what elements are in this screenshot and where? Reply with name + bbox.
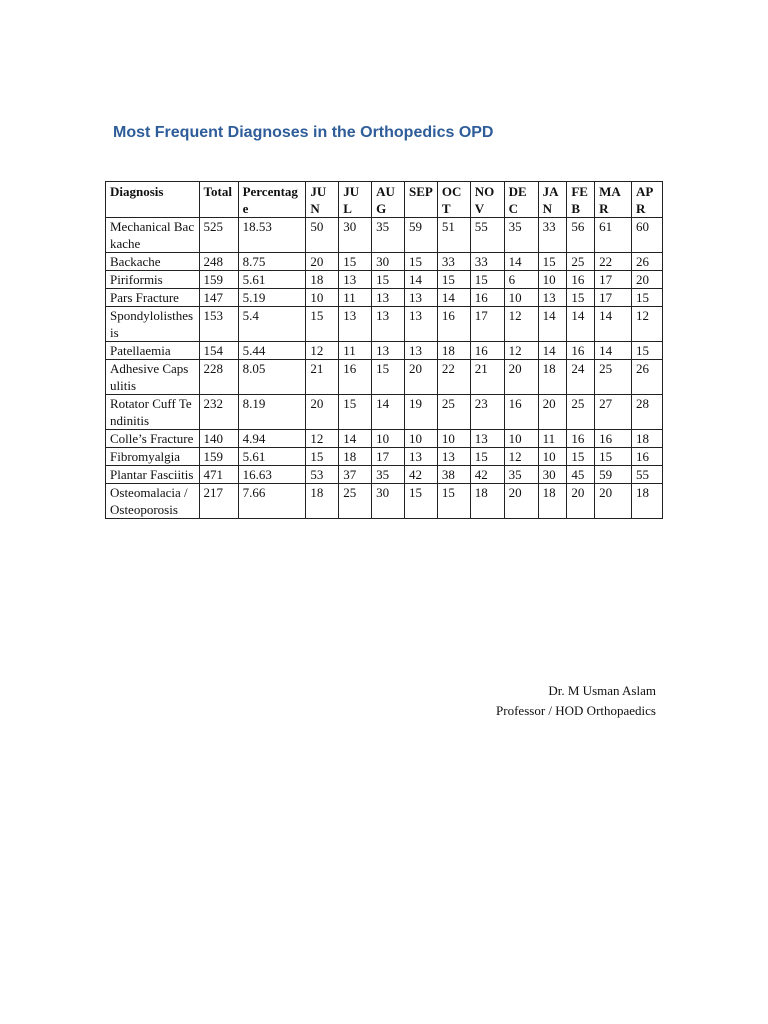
month-count-cell: 15 bbox=[470, 271, 504, 289]
month-count-cell: 22 bbox=[437, 360, 470, 395]
month-count-cell: 15 bbox=[567, 448, 595, 466]
month-count-cell: 20 bbox=[567, 484, 595, 519]
month-count-cell: 18 bbox=[306, 484, 339, 519]
header-jun: JUN bbox=[306, 182, 339, 218]
month-count-cell: 14 bbox=[504, 253, 538, 271]
month-count-cell: 12 bbox=[632, 307, 663, 342]
percentage-cell: 5.61 bbox=[238, 271, 306, 289]
month-count-cell: 25 bbox=[567, 253, 595, 271]
month-count-cell: 14 bbox=[405, 271, 438, 289]
table-row bbox=[106, 218, 663, 253]
month-count-cell: 13 bbox=[405, 289, 438, 307]
table-row bbox=[106, 360, 663, 395]
month-count-cell: 13 bbox=[437, 448, 470, 466]
percentage-cell: 5.19 bbox=[238, 289, 306, 307]
total-cell: 153 bbox=[199, 307, 238, 342]
month-count-cell: 30 bbox=[372, 484, 405, 519]
table-row bbox=[106, 448, 663, 466]
month-count-cell: 15 bbox=[339, 253, 372, 271]
diagnosis-cell: Backache bbox=[106, 253, 200, 271]
month-count-cell: 10 bbox=[504, 289, 538, 307]
percentage-cell: 8.05 bbox=[238, 360, 306, 395]
header-percentage: Percentage bbox=[238, 182, 306, 218]
month-count-cell: 10 bbox=[538, 448, 567, 466]
month-count-cell: 13 bbox=[405, 307, 438, 342]
header-apr: APR bbox=[632, 182, 663, 218]
month-count-cell: 60 bbox=[632, 218, 663, 253]
diagnosis-cell: Adhesive Capsulitis bbox=[106, 360, 200, 395]
percentage-cell: 5.4 bbox=[238, 307, 306, 342]
table-row bbox=[106, 289, 663, 307]
month-count-cell: 42 bbox=[405, 466, 438, 484]
table-row bbox=[106, 307, 663, 342]
month-count-cell: 15 bbox=[632, 342, 663, 360]
month-count-cell: 13 bbox=[405, 342, 438, 360]
header-jul: JUL bbox=[339, 182, 372, 218]
month-count-cell: 15 bbox=[437, 271, 470, 289]
month-count-cell: 12 bbox=[504, 307, 538, 342]
month-count-cell: 19 bbox=[405, 395, 438, 430]
month-count-cell: 42 bbox=[470, 466, 504, 484]
month-count-cell: 55 bbox=[632, 466, 663, 484]
month-count-cell: 15 bbox=[595, 448, 632, 466]
month-count-cell: 15 bbox=[306, 307, 339, 342]
table-body bbox=[106, 218, 663, 519]
table-row bbox=[106, 342, 663, 360]
month-count-cell: 35 bbox=[504, 218, 538, 253]
month-count-cell: 14 bbox=[538, 342, 567, 360]
month-count-cell: 15 bbox=[405, 253, 438, 271]
month-count-cell: 35 bbox=[372, 466, 405, 484]
month-count-cell: 26 bbox=[632, 360, 663, 395]
header-dec: DEC bbox=[504, 182, 538, 218]
month-count-cell: 15 bbox=[306, 448, 339, 466]
month-count-cell: 15 bbox=[372, 360, 405, 395]
diagnosis-cell: Rotator Cuff Tendinitis bbox=[106, 395, 200, 430]
table-row bbox=[106, 253, 663, 271]
month-count-cell: 13 bbox=[538, 289, 567, 307]
month-count-cell: 14 bbox=[372, 395, 405, 430]
month-count-cell: 20 bbox=[306, 253, 339, 271]
month-count-cell: 16 bbox=[470, 289, 504, 307]
month-count-cell: 14 bbox=[339, 430, 372, 448]
header-mar: MAR bbox=[595, 182, 632, 218]
total-cell: 140 bbox=[199, 430, 238, 448]
month-count-cell: 25 bbox=[437, 395, 470, 430]
total-cell: 471 bbox=[199, 466, 238, 484]
month-count-cell: 10 bbox=[504, 430, 538, 448]
month-count-cell: 61 bbox=[595, 218, 632, 253]
month-count-cell: 11 bbox=[538, 430, 567, 448]
month-count-cell: 25 bbox=[567, 395, 595, 430]
month-count-cell: 17 bbox=[470, 307, 504, 342]
month-count-cell: 13 bbox=[470, 430, 504, 448]
signature-block bbox=[496, 681, 656, 721]
month-count-cell: 35 bbox=[372, 218, 405, 253]
diagnoses-table bbox=[105, 181, 663, 519]
month-count-cell: 18 bbox=[470, 484, 504, 519]
month-count-cell: 12 bbox=[504, 342, 538, 360]
header-aug: AUG bbox=[372, 182, 405, 218]
total-cell: 217 bbox=[199, 484, 238, 519]
month-count-cell: 30 bbox=[538, 466, 567, 484]
month-count-cell: 18 bbox=[632, 484, 663, 519]
month-count-cell: 28 bbox=[632, 395, 663, 430]
month-count-cell: 12 bbox=[306, 342, 339, 360]
month-count-cell: 6 bbox=[504, 271, 538, 289]
month-count-cell: 10 bbox=[306, 289, 339, 307]
month-count-cell: 25 bbox=[339, 484, 372, 519]
header-jan: JAN bbox=[538, 182, 567, 218]
total-cell: 232 bbox=[199, 395, 238, 430]
total-cell: 154 bbox=[199, 342, 238, 360]
diagnosis-cell: Fibromyalgia bbox=[106, 448, 200, 466]
percentage-cell: 18.53 bbox=[238, 218, 306, 253]
month-count-cell: 10 bbox=[372, 430, 405, 448]
diagnosis-cell: Colle’s Fracture bbox=[106, 430, 200, 448]
month-count-cell: 13 bbox=[372, 289, 405, 307]
table-row bbox=[106, 395, 663, 430]
total-cell: 228 bbox=[199, 360, 238, 395]
month-count-cell: 14 bbox=[437, 289, 470, 307]
month-count-cell: 20 bbox=[504, 360, 538, 395]
month-count-cell: 16 bbox=[339, 360, 372, 395]
total-cell: 248 bbox=[199, 253, 238, 271]
document-title: Most Frequent Diagnoses in the Orthopedics OPD bbox=[113, 124, 494, 141]
month-count-cell: 16 bbox=[567, 342, 595, 360]
diagnosis-cell: Patellaemia bbox=[106, 342, 200, 360]
total-cell: 525 bbox=[199, 218, 238, 253]
header-oct: OCT bbox=[437, 182, 470, 218]
month-count-cell: 13 bbox=[372, 342, 405, 360]
month-count-cell: 10 bbox=[437, 430, 470, 448]
table-row bbox=[106, 430, 663, 448]
month-count-cell: 15 bbox=[437, 484, 470, 519]
month-count-cell: 33 bbox=[538, 218, 567, 253]
month-count-cell: 20 bbox=[504, 484, 538, 519]
month-count-cell: 50 bbox=[306, 218, 339, 253]
percentage-cell: 4.94 bbox=[238, 430, 306, 448]
header-diagnosis: Diagnosis bbox=[106, 182, 200, 218]
month-count-cell: 25 bbox=[595, 360, 632, 395]
month-count-cell: 21 bbox=[306, 360, 339, 395]
month-count-cell: 56 bbox=[567, 218, 595, 253]
month-count-cell: 15 bbox=[405, 484, 438, 519]
month-count-cell: 23 bbox=[470, 395, 504, 430]
month-count-cell: 24 bbox=[567, 360, 595, 395]
table-row bbox=[106, 271, 663, 289]
month-count-cell: 16 bbox=[567, 271, 595, 289]
month-count-cell: 15 bbox=[632, 289, 663, 307]
month-count-cell: 10 bbox=[405, 430, 438, 448]
percentage-cell: 7.66 bbox=[238, 484, 306, 519]
month-count-cell: 15 bbox=[339, 395, 372, 430]
month-count-cell: 14 bbox=[538, 307, 567, 342]
month-count-cell: 15 bbox=[538, 253, 567, 271]
month-count-cell: 18 bbox=[306, 271, 339, 289]
month-count-cell: 27 bbox=[595, 395, 632, 430]
month-count-cell: 53 bbox=[306, 466, 339, 484]
percentage-cell: 5.44 bbox=[238, 342, 306, 360]
total-cell: 159 bbox=[199, 448, 238, 466]
header-nov: NOV bbox=[470, 182, 504, 218]
month-count-cell: 17 bbox=[595, 289, 632, 307]
month-count-cell: 33 bbox=[437, 253, 470, 271]
month-count-cell: 18 bbox=[538, 484, 567, 519]
header-sep: SEP bbox=[405, 182, 438, 218]
table-row bbox=[106, 466, 663, 484]
month-count-cell: 16 bbox=[504, 395, 538, 430]
month-count-cell: 20 bbox=[595, 484, 632, 519]
month-count-cell: 35 bbox=[504, 466, 538, 484]
month-count-cell: 15 bbox=[470, 448, 504, 466]
month-count-cell: 14 bbox=[567, 307, 595, 342]
month-count-cell: 55 bbox=[470, 218, 504, 253]
percentage-cell: 8.75 bbox=[238, 253, 306, 271]
percentage-cell: 16.63 bbox=[238, 466, 306, 484]
diagnosis-cell: Mechanical Backache bbox=[106, 218, 200, 253]
month-count-cell: 18 bbox=[632, 430, 663, 448]
month-count-cell: 16 bbox=[437, 307, 470, 342]
month-count-cell: 20 bbox=[405, 360, 438, 395]
month-count-cell: 33 bbox=[470, 253, 504, 271]
month-count-cell: 16 bbox=[470, 342, 504, 360]
total-cell: 147 bbox=[199, 289, 238, 307]
month-count-cell: 13 bbox=[372, 307, 405, 342]
month-count-cell: 37 bbox=[339, 466, 372, 484]
signature-name: Dr. M Usman Aslam bbox=[548, 683, 656, 698]
month-count-cell: 12 bbox=[306, 430, 339, 448]
diagnosis-cell: Plantar Fasciitis bbox=[106, 466, 200, 484]
diagnosis-cell: Piriformis bbox=[106, 271, 200, 289]
month-count-cell: 16 bbox=[632, 448, 663, 466]
month-count-cell: 15 bbox=[372, 271, 405, 289]
month-count-cell: 30 bbox=[339, 218, 372, 253]
month-count-cell: 16 bbox=[567, 430, 595, 448]
month-count-cell: 18 bbox=[538, 360, 567, 395]
month-count-cell: 20 bbox=[306, 395, 339, 430]
table-header-row bbox=[106, 182, 663, 218]
signature-designation: Professor / HOD Orthopaedics bbox=[496, 703, 656, 718]
header-total: Total bbox=[199, 182, 238, 218]
month-count-cell: 12 bbox=[504, 448, 538, 466]
percentage-cell: 8.19 bbox=[238, 395, 306, 430]
percentage-cell: 5.61 bbox=[238, 448, 306, 466]
month-count-cell: 38 bbox=[437, 466, 470, 484]
month-count-cell: 14 bbox=[595, 307, 632, 342]
month-count-cell: 21 bbox=[470, 360, 504, 395]
month-count-cell: 20 bbox=[632, 271, 663, 289]
month-count-cell: 14 bbox=[595, 342, 632, 360]
month-count-cell: 13 bbox=[405, 448, 438, 466]
month-count-cell: 20 bbox=[538, 395, 567, 430]
month-count-cell: 11 bbox=[339, 289, 372, 307]
month-count-cell: 10 bbox=[538, 271, 567, 289]
total-cell: 159 bbox=[199, 271, 238, 289]
month-count-cell: 51 bbox=[437, 218, 470, 253]
month-count-cell: 17 bbox=[595, 271, 632, 289]
month-count-cell: 30 bbox=[372, 253, 405, 271]
diagnosis-cell: Osteomalacia / Osteoporosis bbox=[106, 484, 200, 519]
month-count-cell: 13 bbox=[339, 271, 372, 289]
month-count-cell: 15 bbox=[567, 289, 595, 307]
header-feb: FEB bbox=[567, 182, 595, 218]
month-count-cell: 59 bbox=[405, 218, 438, 253]
month-count-cell: 45 bbox=[567, 466, 595, 484]
month-count-cell: 13 bbox=[339, 307, 372, 342]
month-count-cell: 26 bbox=[632, 253, 663, 271]
month-count-cell: 11 bbox=[339, 342, 372, 360]
month-count-cell: 22 bbox=[595, 253, 632, 271]
month-count-cell: 17 bbox=[372, 448, 405, 466]
diagnosis-cell: Pars Fracture bbox=[106, 289, 200, 307]
month-count-cell: 18 bbox=[339, 448, 372, 466]
diagnosis-cell: Spondylolisthesis bbox=[106, 307, 200, 342]
month-count-cell: 16 bbox=[595, 430, 632, 448]
table-row bbox=[106, 484, 663, 519]
month-count-cell: 59 bbox=[595, 466, 632, 484]
month-count-cell: 18 bbox=[437, 342, 470, 360]
